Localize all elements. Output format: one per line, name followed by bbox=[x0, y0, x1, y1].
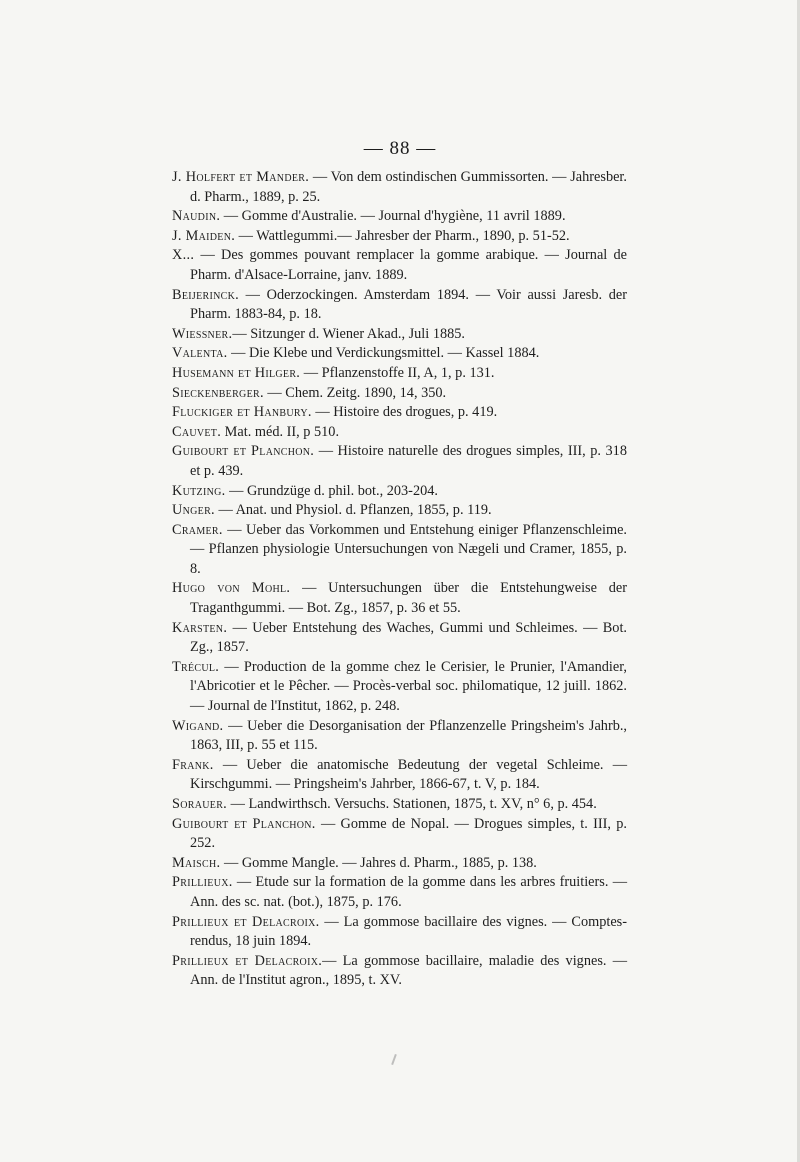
entry-author: Karsten. bbox=[172, 619, 228, 636]
entry-text: — La gommose bacillaire des vignes. — Comptes-rendus, 18 juin 1894. bbox=[190, 913, 627, 950]
bibliography-entry bbox=[172, 246, 627, 285]
entry-text: — Pflanzenstoffe II, A, 1, p. 131. bbox=[300, 364, 495, 381]
entry-author: Sieckenberger. bbox=[172, 384, 264, 401]
bibliography-entry bbox=[172, 168, 627, 207]
bibliography-entry bbox=[172, 815, 627, 854]
bibliography-entry bbox=[172, 286, 627, 325]
entry-text: — Oderzockingen. Amsterdam 1894. — Voir aussi Jaresb. der Pharm. 1883-84, p. 18. bbox=[190, 286, 627, 323]
entry-text: — Des gommes pouvant remplacer la gomme arabique. — Journal de Pharm. d'Alsace-Lorraine, janv. 1889. bbox=[190, 247, 627, 283]
bibliography-entry bbox=[172, 423, 627, 443]
entry-text: — Gomme d'Australie. — Journal d'hygiène, 11 avril 1889. bbox=[220, 208, 566, 225]
entry-author: Valenta. bbox=[172, 345, 228, 362]
entry-text: Mat. méd. II, p 510. bbox=[221, 423, 340, 440]
bibliography-entry bbox=[172, 717, 627, 756]
entry-text: — Wattlegummi.— Jahresber der Pharm., 1890, p. 51-52. bbox=[235, 227, 570, 244]
entry-author: J. Maiden. bbox=[172, 227, 236, 244]
entry-author: Unger. bbox=[172, 502, 215, 519]
entry-text: — Sitzunger d. Wiener Akad., Juli 1885. bbox=[232, 325, 465, 342]
entry-text: — Grundzüge d. phil. bot., 203-204. bbox=[225, 482, 438, 499]
bibliography-entry bbox=[172, 482, 627, 502]
entry-text: — Production de la gomme chez le Cerisier, le Prunier, l'Amandier, l'Abricotier et le Pêcher. — Procès-verbal soc. philomatique, 12 juill. 1862. — Journal de l'Institut, 1862, p. 248. bbox=[190, 658, 627, 715]
entry-text: — Gomme de Nopal. — Drogues simples, t. III, p. 252. bbox=[190, 815, 627, 852]
entry-text: — Landwirthsch. Versuchs. Stationen, 1875, t. XV, n° 6, p. 454. bbox=[227, 796, 597, 812]
entry-author: Guibourt et Planchon. bbox=[172, 815, 316, 832]
bibliography-entry bbox=[172, 227, 627, 247]
entry-text: — Gomme Mangle. — Jahres d. Pharm., 1885, p. 138. bbox=[220, 854, 537, 871]
entry-author: Wigand. bbox=[172, 717, 224, 734]
entry-text: — Von dem ostindischen Gummissorten. — Jahresber. d. Pharm., 1889, p. 25. bbox=[190, 169, 627, 205]
bibliography-entry bbox=[172, 344, 627, 364]
bibliography-entry bbox=[172, 384, 627, 404]
bibliography-entry bbox=[172, 364, 627, 384]
entry-text: — Etude sur la formation de la gomme dans les arbres fruitiers. — Ann. des sc. nat. (bot.), 1875, p. 176. bbox=[190, 874, 627, 910]
bibliography-entry bbox=[172, 795, 627, 815]
entry-author: Kutzing. bbox=[172, 482, 226, 499]
stray-ink-mark bbox=[391, 1054, 397, 1065]
bibliography-entry bbox=[172, 207, 627, 227]
bibliography-entry bbox=[172, 873, 627, 912]
bibliography-entry bbox=[172, 619, 627, 658]
entry-text: — Ueber die anatomische Bedeutung der vegetal Schleime. — Kirschgummi. — Pringsheim's Jahrber, 1866-67, t. V, p. 184. bbox=[190, 756, 627, 793]
page-number: — 88 — bbox=[363, 138, 437, 159]
entry-author: Cauvet. bbox=[172, 423, 222, 440]
bibliography-list bbox=[172, 168, 627, 991]
entry-author: Cramer. bbox=[172, 521, 223, 538]
bibliography-entry bbox=[172, 501, 627, 521]
entry-author: X... bbox=[172, 247, 195, 264]
bibliography-entry bbox=[172, 521, 627, 580]
entry-author: Guibourt et Planchon. bbox=[172, 443, 315, 460]
bibliography-entry bbox=[172, 579, 627, 618]
entry-author: Beijerinck. bbox=[172, 286, 239, 303]
bibliography-entry bbox=[172, 756, 627, 795]
entry-author: Wiessner. bbox=[172, 325, 233, 342]
bibliography-entry bbox=[172, 854, 627, 874]
entry-author: Trécul. bbox=[172, 658, 220, 675]
entry-text: — Die Klebe und Verdickungsmittel. — Kassel 1884. bbox=[227, 345, 540, 362]
bibliography-entry bbox=[172, 442, 627, 481]
entry-author: Prillieux. bbox=[172, 874, 233, 891]
entry-text: — Histoire naturelle des drogues simples, III, p. 318 et p. 439. bbox=[190, 443, 627, 479]
bibliography-entry bbox=[172, 325, 627, 345]
bibliography-entry bbox=[172, 403, 627, 423]
bibliography-entry bbox=[172, 658, 627, 717]
entry-text: — Chem. Zeitg. 1890, 14, 350. bbox=[263, 384, 447, 401]
entry-text: — La gommose bacillaire, maladie des vignes. — Ann. de l'Institut agron., 1895, t. XV. bbox=[190, 952, 627, 989]
entry-author: Frank. bbox=[172, 756, 214, 773]
entry-text: — Histoire des drogues, p. 419. bbox=[311, 404, 498, 421]
entry-text: — Untersuchungen über die Entstehungweise der Traganthgummi. — Bot. Zg., 1857, p. 36 et 55. bbox=[190, 580, 628, 617]
entry-author: J. Holfert et Mander. bbox=[172, 169, 310, 185]
entry-author: Fluckiger et Hanbury. bbox=[172, 404, 312, 421]
entry-text: — Ueber das Vorkommen und Entstehung einiger Pflanzenschleime. — Pflanzen physiologie Untersuchungen von Nægeli und Cramer, 1855, p. 8. bbox=[190, 521, 627, 577]
entry-author: Hugo von Mohl. bbox=[172, 580, 291, 597]
entry-author: Maisch. bbox=[172, 854, 221, 871]
entry-text: — Ueber die Desorganisation der Pflanzenzelle Pringsheim's Jahrb., 1863, III, p. 55 et 115. bbox=[190, 717, 627, 754]
entry-author: Prillieux et Delacroix. bbox=[172, 913, 320, 930]
entry-text: — Ueber Entstehung des Waches, Gummi und Schleimes. — Bot. Zg., 1857. bbox=[190, 619, 627, 656]
bibliography-entry bbox=[172, 913, 627, 952]
entry-author: Husemann et Hilger. bbox=[172, 364, 301, 381]
entry-text: — Anat. und Physiol. d. Pflanzen, 1855, p. 119. bbox=[214, 502, 492, 519]
entry-author: Sorauer. bbox=[172, 796, 228, 812]
entry-author: Naudin. bbox=[172, 208, 221, 225]
entry-author: Prillieux et Delacroix. bbox=[172, 952, 323, 969]
bibliography-entry bbox=[172, 952, 627, 991]
